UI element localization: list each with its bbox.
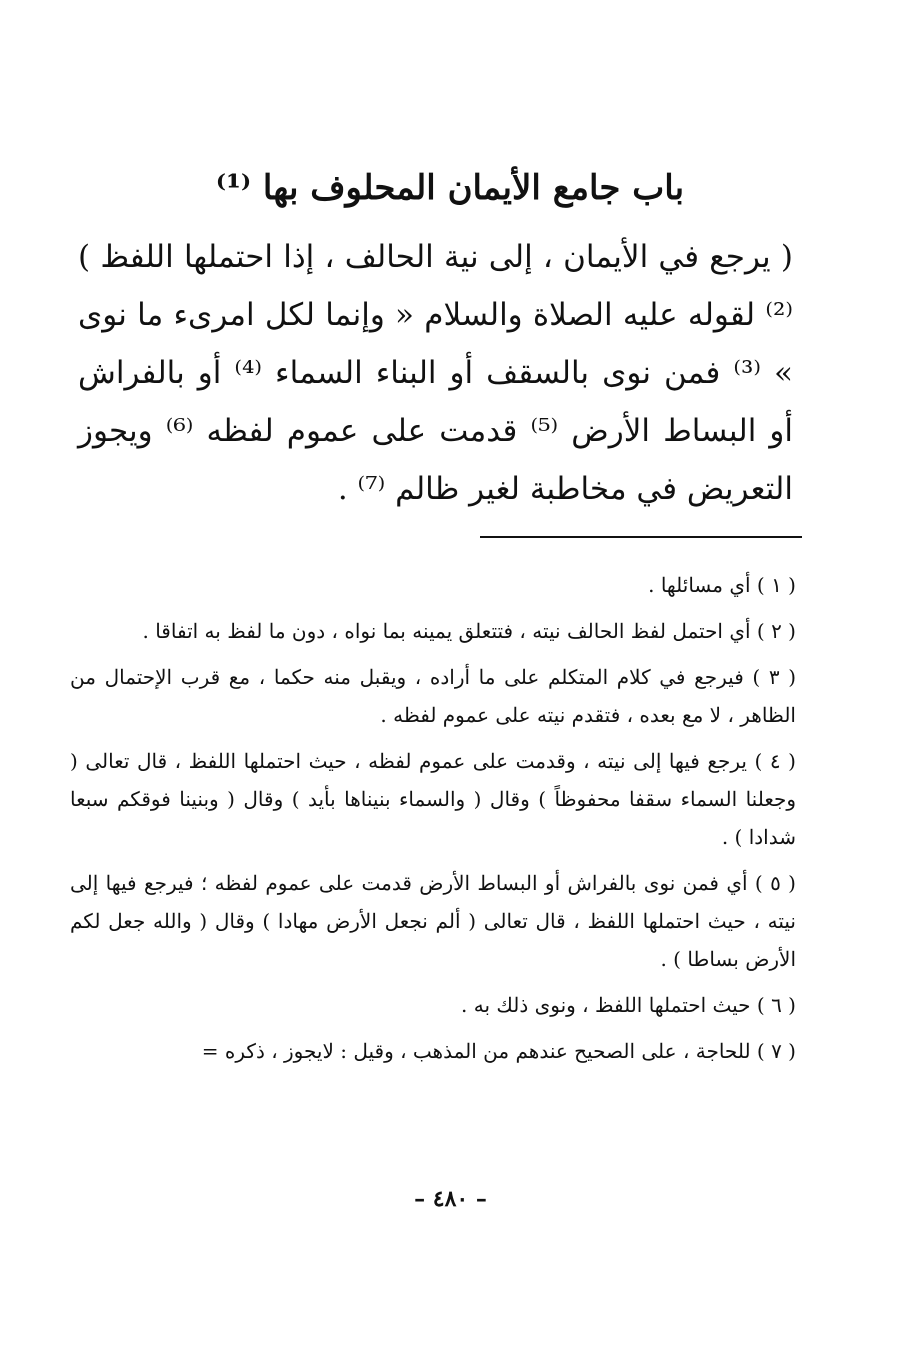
footnotes	[70, 566, 796, 1078]
page-number: – ٤٨٠ –	[414, 1186, 487, 1212]
main-paragraph: ( يرجع في الأيمان ، إلى نية الحالف ، إذا احتملها اللفظ ) ⁽²⁾ لقوله عليه الصلاة والسلام « وإنما لكل امرىء ما نوى » ⁽³⁾ فمن نوى بالسقف أو البناء السماء ⁽⁴⁾ أو بالفراش أو البساط الأرض ⁽⁵⁾ قدمت على عموم لفظه ⁽⁶⁾ ويجوز التعريض في مخاطبة لغير ظالم ⁽⁷⁾ .	[78, 239, 794, 507]
footnote-5: ( ٥ ) أي فمن نوى بالفراش أو البساط الأرض قدمت على عموم لفظه ؛ فيرجع فيها إلى نيته ، حيث احتملها اللفظ ، قال تعالى ( ألم نجعل الأرض مهادا ) وقال ( والله جعل لكم الأرض بساطا ) .	[70, 871, 796, 971]
footnote-divider	[480, 536, 802, 538]
footnote-6: ( ٦ ) حيث احتملها اللفظ ، ونوى ذلك به .	[461, 993, 796, 1017]
chapter-title: باب جامع الأيمان المحلوف بها ⁽¹⁾	[215, 168, 685, 208]
main-text	[78, 228, 793, 518]
footnote-1: ( ١ ) أي مسائلها .	[648, 573, 796, 597]
footnote-2: ( ٢ ) أي احتمل لفظ الحالف نيته ، فتتعلق يمينه بما نواه ، دون ما لفظ به اتفاقا .	[142, 619, 796, 643]
footnote-3: ( ٣ ) فيرجع في كلام المتكلم على ما أراده ، ويقبل منه حكما ، مع قرب الإحتمال من الظاهر ، لا مع بعده ، فتقدم نيته على عموم لفظه .	[70, 665, 796, 727]
footnote-4: ( ٤ ) يرجع فيها إلى نيته ، وقدمت على عموم لفظه ، حيث احتملها اللفظ ، قال تعالى ( وجعلنا السماء سقفا محفوظاً ) وقال ( والسماء بنيناها بأيد ) وقال ( وبنينا فوقكم سبعا شدادا ) .	[70, 749, 796, 849]
footnote-7: ( ٧ ) للحاجة ، على الصحيح عندهم من المذهب ، وقيل : لايجوز ، ذكره =	[201, 1039, 796, 1063]
